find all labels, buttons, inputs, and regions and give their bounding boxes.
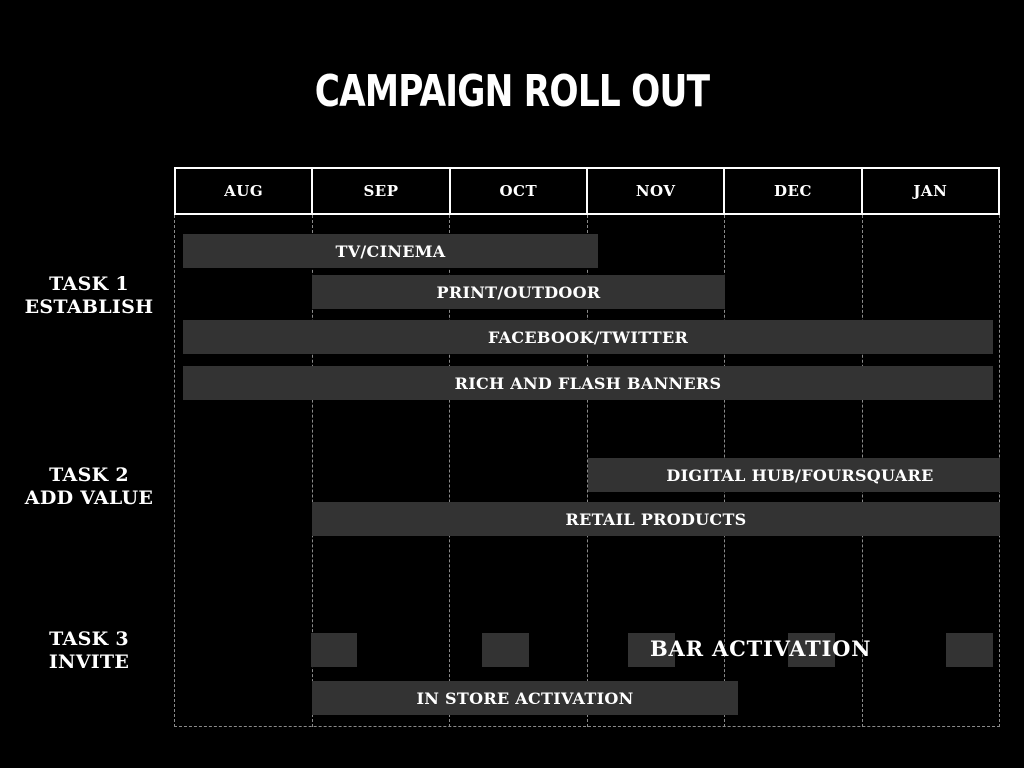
task-1-name: ESTABLISH: [24, 296, 154, 318]
bar-tv-cinema: TV/CINEMA: [183, 234, 598, 268]
month-header-sep: SEP: [313, 169, 450, 213]
bar-activation-segment: [482, 633, 529, 667]
month-header-nov: NOV: [588, 169, 725, 213]
bar-in-store-activation: IN STORE ACTIVATION: [312, 681, 738, 715]
month-header-dec: DEC: [725, 169, 862, 213]
task-2-label: [10, 464, 168, 510]
bar-activation-segment: [311, 633, 357, 667]
task-2-number: TASK 2: [49, 464, 129, 486]
bar-retail-products: RETAIL PRODUCTS: [312, 502, 1000, 536]
bar-activation-label: BAR ACTIVATION: [650, 636, 872, 661]
bar-print-outdoor: PRINT/OUTDOOR: [312, 275, 725, 309]
bar-facebook-twitter: FACEBOOK/TWITTER: [183, 320, 993, 354]
month-header-oct: OCT: [451, 169, 588, 213]
bar-activation-segment: [946, 633, 993, 667]
task-3-number: TASK 3: [49, 628, 129, 650]
month-header-row: [174, 167, 1000, 215]
bar-digital-hub-foursquare-label: DIGITAL HUB/FOURSQUARE: [666, 465, 934, 485]
month-header-jan: JAN: [913, 182, 948, 200]
task-1-number: TASK 1: [49, 273, 129, 295]
bar-rich-flash-banners: RICH AND FLASH BANNERS: [183, 366, 993, 400]
task-2-name: ADD VALUE: [24, 487, 154, 509]
task-1-label: [10, 273, 168, 319]
task-3-label: [10, 628, 168, 674]
page-title: CAMPAIGN ROLL OUT: [314, 66, 710, 117]
bar-digital-hub-foursquare: [588, 458, 1000, 492]
task-3-name: INVITE: [48, 651, 130, 673]
month-header-aug: AUG: [176, 169, 313, 213]
